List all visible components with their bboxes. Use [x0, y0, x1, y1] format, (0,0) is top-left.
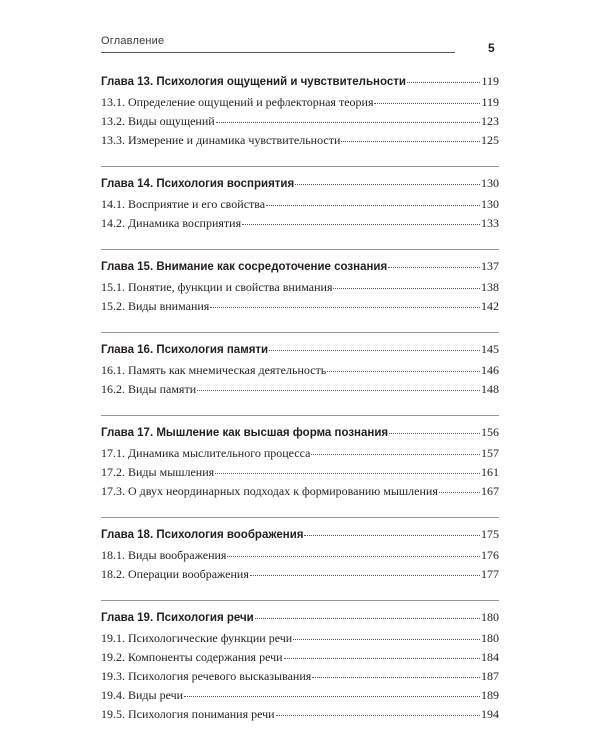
dot-leader — [250, 574, 480, 576]
section-entry — [101, 299, 499, 318]
page-ref: 157 — [481, 446, 499, 460]
chapter-block — [101, 600, 499, 726]
page-ref: 130 — [481, 176, 499, 190]
page-ref: 145 — [481, 342, 499, 356]
section-title: 18.1. Виды воображения — [101, 548, 227, 562]
section-title: 17.3. О двух неординарных подходах к формированию мышления — [101, 484, 438, 498]
chapter-title: Глава 15. Внимание как сосредоточение сознания — [101, 261, 388, 273]
page-ref: 180 — [481, 631, 499, 645]
page-ref: 189 — [481, 688, 499, 702]
section-title: 19.4. Виды речи — [101, 688, 184, 702]
chapter-block — [101, 249, 499, 318]
section-entry — [101, 567, 499, 586]
chapter-block — [101, 166, 499, 235]
section-title: 14.2. Динамика восприятия — [101, 216, 242, 230]
section-entry — [101, 548, 499, 567]
section-entry — [101, 484, 499, 503]
chapter-title: Глава 14. Психология восприятия — [101, 178, 295, 190]
section-entry — [101, 363, 499, 382]
chapter-block — [101, 332, 499, 401]
dot-leader — [333, 287, 480, 289]
section-entry — [101, 216, 499, 235]
section-entry — [101, 280, 499, 299]
page-ref: 133 — [481, 216, 499, 230]
dot-leader — [266, 204, 480, 206]
page-ref: 138 — [481, 280, 499, 294]
page-ref: 146 — [481, 363, 499, 377]
page-ref: 184 — [481, 650, 499, 664]
chapter-title: Глава 19. Психология речи — [101, 612, 254, 624]
chapter-entry — [101, 74, 499, 93]
section-title: 18.2. Операции воображения — [101, 567, 249, 581]
chapter-entry — [101, 342, 499, 361]
dot-leader — [269, 349, 480, 351]
section-title: 19.2. Компоненты содержания речи — [101, 650, 283, 664]
section-title: 17.2. Виды мышления — [101, 465, 215, 479]
section-title: 14.1. Восприятие и его свойства — [101, 197, 266, 211]
page-ref: 148 — [481, 382, 499, 396]
page-ref: 180 — [481, 610, 499, 624]
dot-leader — [215, 472, 480, 474]
chapter-title: Глава 16. Психология памяти — [101, 344, 269, 356]
dot-leader — [304, 534, 480, 536]
dot-leader — [255, 617, 480, 619]
running-header-title: Оглавление — [101, 35, 165, 47]
section-entry — [101, 688, 499, 707]
dot-leader — [242, 223, 480, 225]
dot-leader — [210, 306, 480, 308]
section-entry — [101, 95, 499, 114]
dot-leader — [197, 389, 480, 391]
page-ref: 119 — [481, 95, 499, 109]
section-title: 13.2. Виды ощущений — [101, 114, 215, 128]
section-entry — [101, 669, 499, 688]
dot-leader — [407, 81, 480, 83]
section-title: 13.3. Измерение и динамика чувствительности — [101, 133, 341, 147]
chapter-title: Глава 13. Психология ощущений и чувствительности — [101, 76, 406, 88]
dot-leader — [311, 453, 480, 455]
chapter-entry — [101, 259, 499, 278]
dot-leader — [293, 638, 480, 640]
dot-leader — [227, 555, 480, 557]
chapter-title: Глава 17. Мышление как высшая форма познания — [101, 427, 389, 439]
section-title: 19.5. Психология понимания речи — [101, 707, 275, 721]
section-title: 19.3. Психология речевого высказывания — [101, 669, 312, 683]
table-of-contents — [101, 74, 499, 726]
section-entry — [101, 465, 499, 484]
page-ref: 161 — [481, 465, 499, 479]
section-title: 15.2. Виды внимания — [101, 299, 210, 313]
page-ref: 167 — [481, 484, 499, 498]
dot-leader — [312, 676, 480, 678]
section-title: 16.1. Память как мнемическая деятельность — [101, 363, 327, 377]
chapter-block — [101, 517, 499, 586]
page-ref: 130 — [481, 197, 499, 211]
dot-leader — [388, 266, 480, 268]
chapter-block — [101, 74, 499, 152]
dot-leader — [216, 121, 480, 123]
chapter-entry — [101, 527, 499, 546]
dot-leader — [327, 370, 480, 372]
page-ref: 177 — [481, 567, 499, 581]
section-title: 15.1. Понятие, функции и свойства внимания — [101, 280, 333, 294]
chapter-block — [101, 415, 499, 503]
chapter-entry — [101, 425, 499, 444]
page-ref: 123 — [481, 114, 499, 128]
dot-leader — [184, 695, 480, 697]
section-title: 13.1. Определение ощущений и рефлекторная теория — [101, 95, 374, 109]
page-ref: 194 — [481, 707, 499, 721]
section-entry — [101, 197, 499, 216]
dot-leader — [439, 491, 480, 493]
dot-leader — [341, 140, 480, 142]
page-number: 5 — [488, 41, 495, 55]
section-entry — [101, 631, 499, 650]
section-entry — [101, 133, 499, 152]
section-entry — [101, 114, 499, 133]
section-entry — [101, 446, 499, 465]
chapter-entry — [101, 610, 499, 629]
page-ref: 176 — [481, 548, 499, 562]
page-ref: 137 — [481, 259, 499, 273]
section-entry — [101, 382, 499, 401]
chapter-entry — [101, 176, 499, 195]
page-ref: 187 — [481, 669, 499, 683]
dot-leader — [389, 432, 480, 434]
section-entry — [101, 707, 499, 726]
header-rule — [101, 52, 455, 53]
chapter-title: Глава 18. Психология воображения — [101, 529, 304, 541]
page-ref: 119 — [481, 74, 499, 88]
page-ref: 175 — [481, 527, 499, 541]
dot-leader — [374, 102, 480, 104]
section-entry — [101, 650, 499, 669]
section-title: 19.1. Психологические функции речи — [101, 631, 293, 645]
dot-leader — [284, 657, 480, 659]
page-ref: 156 — [481, 425, 499, 439]
section-title: 16.2. Виды памяти — [101, 382, 197, 396]
page-ref: 125 — [481, 133, 499, 147]
section-title: 17.1. Динамика мыслительного процесса — [101, 446, 311, 460]
dot-leader — [276, 714, 480, 716]
page-ref: 142 — [481, 299, 499, 313]
dot-leader — [295, 183, 480, 185]
